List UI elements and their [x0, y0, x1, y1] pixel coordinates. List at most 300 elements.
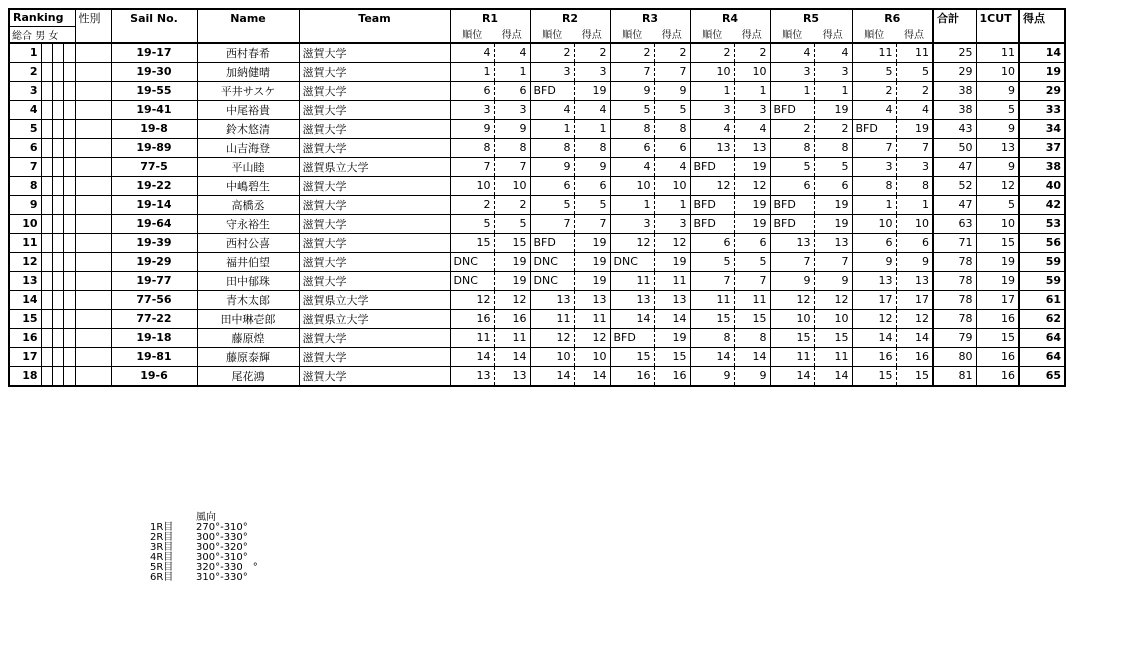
race-2-points: 19: [574, 233, 610, 252]
cut-cell: 13: [976, 138, 1019, 157]
sail-no-cell: 19-77: [111, 271, 197, 290]
sail-no-cell: 77-5: [111, 157, 197, 176]
wind-race-label: 2R目: [150, 532, 174, 543]
race-4-points: 9: [734, 366, 770, 386]
race-4-points: 2: [734, 43, 770, 63]
race-2-position: BFD: [530, 233, 574, 252]
cut-cell: 9: [976, 81, 1019, 100]
name-cell: 藤原煌: [197, 328, 299, 347]
race-5-points: 12: [814, 290, 852, 309]
r1-pts-label: 得点: [494, 26, 530, 43]
female-cell: [52, 366, 63, 386]
race-6-points: 10: [896, 214, 933, 233]
rank-cell: 5: [9, 119, 41, 138]
cut-header: 1CUT: [976, 9, 1019, 26]
rank-cell: 15: [9, 309, 41, 328]
total-cell: 78: [933, 271, 976, 290]
race-3-points: 5: [654, 100, 690, 119]
race-3-position: 4: [610, 157, 654, 176]
r5-pos-label: 順位: [770, 26, 814, 43]
wind-direction-value: 310°-330°: [196, 572, 248, 583]
race-4-points: 4: [734, 119, 770, 138]
race-1-position: 11: [450, 328, 494, 347]
sail-no-cell: 77-22: [111, 309, 197, 328]
rank-cell: 7: [9, 157, 41, 176]
total-cell: 78: [933, 290, 976, 309]
race-6-position: 8: [852, 176, 896, 195]
blank-cell: [63, 157, 75, 176]
race-1-position: 2: [450, 195, 494, 214]
name-cell: 西村公喜: [197, 233, 299, 252]
sail-no-cell: 19-81: [111, 347, 197, 366]
race-2-position: 12: [530, 328, 574, 347]
race-1-points: 4: [494, 43, 530, 63]
race-2-position: DNC: [530, 252, 574, 271]
cut-cell: 16: [976, 366, 1019, 386]
race-6-points: 8: [896, 176, 933, 195]
blank-cell: [63, 43, 75, 63]
race-3-points: 19: [654, 252, 690, 271]
score-cell: 64: [1019, 347, 1065, 366]
race-3-position: 9: [610, 81, 654, 100]
race-5-position: BFD: [770, 214, 814, 233]
team-header: Team: [299, 9, 450, 26]
rank-cell: 1: [9, 43, 41, 63]
sail-no-cell: 77-56: [111, 290, 197, 309]
race-4-position: 2: [690, 43, 734, 63]
r6-pos-label: 順位: [852, 26, 896, 43]
gender-cell: [75, 252, 111, 271]
table-row: [9, 290, 1065, 309]
race-1-points: 5: [494, 214, 530, 233]
female-cell: [52, 214, 63, 233]
race-1-position: DNC: [450, 252, 494, 271]
sail-no-cell: 19-8: [111, 119, 197, 138]
race-3-position: DNC: [610, 252, 654, 271]
total-cell: 29: [933, 62, 976, 81]
rank-cell: 14: [9, 290, 41, 309]
score-cell: 59: [1019, 271, 1065, 290]
race-2-points: 6: [574, 176, 610, 195]
male-cell: [41, 366, 52, 386]
race-5-points: 19: [814, 214, 852, 233]
female-cell: [52, 347, 63, 366]
gender-cell: [75, 195, 111, 214]
male-cell: [41, 176, 52, 195]
race-6-points: 19: [896, 119, 933, 138]
race-5-position: BFD: [770, 195, 814, 214]
rank-cell: 8: [9, 176, 41, 195]
male-header: 男: [35, 30, 46, 42]
team-cell: 滋賀大学: [299, 271, 450, 290]
cut-cell: 16: [976, 309, 1019, 328]
race-4-points: 7: [734, 271, 770, 290]
female-cell: [52, 290, 63, 309]
race-1-position: 7: [450, 157, 494, 176]
r1-pos-label: 順位: [450, 26, 494, 43]
male-cell: [41, 43, 52, 63]
total-cell: 50: [933, 138, 976, 157]
race-3-position: 12: [610, 233, 654, 252]
female-cell: [52, 119, 63, 138]
race-1-points: 11: [494, 328, 530, 347]
race-5-points: 11: [814, 347, 852, 366]
cut-cell: 17: [976, 290, 1019, 309]
cut-cell: 16: [976, 347, 1019, 366]
race-6-position: 3: [852, 157, 896, 176]
race-1-position: 14: [450, 347, 494, 366]
name-cell: 中嶋碧生: [197, 176, 299, 195]
race-4-position: 12: [690, 176, 734, 195]
race-3-position: 3: [610, 214, 654, 233]
race-3-points: 10: [654, 176, 690, 195]
race-2-points: 8: [574, 138, 610, 157]
score-cell: 40: [1019, 176, 1065, 195]
race-3-points: 19: [654, 328, 690, 347]
name-cell: 守永裕生: [197, 214, 299, 233]
cut-cell: 15: [976, 233, 1019, 252]
name-cell: 田中琳壱郎: [197, 309, 299, 328]
race-2-position: 4: [530, 100, 574, 119]
race-1-position: 9: [450, 119, 494, 138]
table-row: [9, 119, 1065, 138]
race-1-position: 6: [450, 81, 494, 100]
total-cell: 38: [933, 81, 976, 100]
table-row: [9, 309, 1065, 328]
race-6-position: 16: [852, 347, 896, 366]
table-row: [9, 347, 1065, 366]
wind-race-label: 6R目: [150, 572, 174, 583]
female-cell: [52, 62, 63, 81]
race-5-points: 10: [814, 309, 852, 328]
team-cell: 滋賀大学: [299, 328, 450, 347]
results-body: [9, 9, 1065, 386]
cut-cell: 9: [976, 157, 1019, 176]
race-3-position: 5: [610, 100, 654, 119]
race-5-position: 4: [770, 43, 814, 63]
race-4-points: 19: [734, 195, 770, 214]
race-6-position: 6: [852, 233, 896, 252]
wind-race-label: 5R目: [150, 562, 174, 573]
race-3-points: 13: [654, 290, 690, 309]
female-cell: [52, 252, 63, 271]
male-cell: [41, 290, 52, 309]
blank-cell: [63, 366, 75, 386]
total-cell: 78: [933, 309, 976, 328]
race-2-position: 10: [530, 347, 574, 366]
race-5-position: 9: [770, 271, 814, 290]
race-4-points: 3: [734, 100, 770, 119]
rank-cell: 9: [9, 195, 41, 214]
race-6-position: 13: [852, 271, 896, 290]
race-3-position: 10: [610, 176, 654, 195]
race-4-points: 15: [734, 309, 770, 328]
race-3-position: 14: [610, 309, 654, 328]
team-cell: 滋賀大学: [299, 81, 450, 100]
race-5-position: 1: [770, 81, 814, 100]
wind-direction-notes: [150, 513, 258, 583]
race-1-position: 15: [450, 233, 494, 252]
name-cell: 平山睦: [197, 157, 299, 176]
race-6-points: 4: [896, 100, 933, 119]
r4-pts-label: 得点: [734, 26, 770, 43]
team-cell: 滋賀大学: [299, 138, 450, 157]
race-2-points: 10: [574, 347, 610, 366]
race-5-points: 13: [814, 233, 852, 252]
race-2-points: 19: [574, 252, 610, 271]
female-cell: [52, 176, 63, 195]
race-2-points: 19: [574, 81, 610, 100]
female-cell: [52, 43, 63, 63]
wind-entry: [150, 573, 258, 583]
total-cell: 81: [933, 366, 976, 386]
female-cell: [52, 309, 63, 328]
race-6-points: 7: [896, 138, 933, 157]
male-cell: [41, 100, 52, 119]
male-cell: [41, 309, 52, 328]
race-2-points: 5: [574, 195, 610, 214]
race-3-points: 2: [654, 43, 690, 63]
cut-cell: 12: [976, 176, 1019, 195]
sail-no-cell: 19-39: [111, 233, 197, 252]
race-1-points: 19: [494, 252, 530, 271]
table-row: [9, 233, 1065, 252]
name-cell: 福井伯望: [197, 252, 299, 271]
race-2-points: 13: [574, 290, 610, 309]
male-cell: [41, 214, 52, 233]
race-1-points: 9: [494, 119, 530, 138]
race-3-position: 11: [610, 271, 654, 290]
race-2-points: 2: [574, 43, 610, 63]
race-3-points: 1: [654, 195, 690, 214]
gender-cell: [75, 290, 111, 309]
race-6-position: 9: [852, 252, 896, 271]
race-3-points: 8: [654, 119, 690, 138]
race-2-position: 8: [530, 138, 574, 157]
race-1-points: 1: [494, 62, 530, 81]
race-4-position: 15: [690, 309, 734, 328]
sail-no-header: Sail No.: [111, 9, 197, 26]
score-cell: 29: [1019, 81, 1065, 100]
male-cell: [41, 271, 52, 290]
r2-pts-label: 得点: [574, 26, 610, 43]
cut-cell: 9: [976, 119, 1019, 138]
rank-cell: 6: [9, 138, 41, 157]
race-4-points: 11: [734, 290, 770, 309]
blank-cell: [63, 347, 75, 366]
score-cell: 33: [1019, 100, 1065, 119]
score-cell: 56: [1019, 233, 1065, 252]
score-cell: 64: [1019, 328, 1065, 347]
race-3-position: 13: [610, 290, 654, 309]
name-cell: 中尾裕貴: [197, 100, 299, 119]
table-row: [9, 62, 1065, 81]
race-5-position: 10: [770, 309, 814, 328]
blank-cell: [63, 214, 75, 233]
race-6-position: BFD: [852, 119, 896, 138]
race-3-position: 6: [610, 138, 654, 157]
cut-cell: 5: [976, 100, 1019, 119]
overall-header: 総合: [12, 30, 32, 42]
race-5-position: 14: [770, 366, 814, 386]
gender-cell: [75, 81, 111, 100]
race-5-position: 7: [770, 252, 814, 271]
race-4-position: BFD: [690, 195, 734, 214]
race-5-position: BFD: [770, 100, 814, 119]
total-cell: 79: [933, 328, 976, 347]
score-cell: 19: [1019, 62, 1065, 81]
race-3-points: 11: [654, 271, 690, 290]
gender-cell: [75, 176, 111, 195]
race-4-points: 8: [734, 328, 770, 347]
total-header: 合計: [933, 9, 976, 26]
total-cell: 63: [933, 214, 976, 233]
name-cell: 藤原泰輝: [197, 347, 299, 366]
gender-cell: [75, 366, 111, 386]
wind-direction-value: 270°-310°: [196, 522, 248, 533]
race-2-position: 9: [530, 157, 574, 176]
total-cell: 25: [933, 43, 976, 63]
name-cell: 尾花鴻: [197, 366, 299, 386]
score-cell: 38: [1019, 157, 1065, 176]
race-5-points: 7: [814, 252, 852, 271]
table-row: [9, 138, 1065, 157]
cut-cell: 19: [976, 271, 1019, 290]
rank-cell: 12: [9, 252, 41, 271]
header-row-2: [9, 26, 1065, 43]
blank-cell: [63, 252, 75, 271]
blank-cell: [63, 119, 75, 138]
team-cell: 滋賀大学: [299, 62, 450, 81]
race-5-position: 12: [770, 290, 814, 309]
rank-cell: 18: [9, 366, 41, 386]
race-3-points: 7: [654, 62, 690, 81]
race-5-points: 6: [814, 176, 852, 195]
cut-cell: 10: [976, 214, 1019, 233]
race-3-points: 12: [654, 233, 690, 252]
race-6-position: 14: [852, 328, 896, 347]
race-1-position: 13: [450, 366, 494, 386]
total-cell: 80: [933, 347, 976, 366]
name-cell: 高橋丞: [197, 195, 299, 214]
gender-cell: [75, 138, 111, 157]
race-6-points: 13: [896, 271, 933, 290]
team-cell: 滋賀大学: [299, 100, 450, 119]
race-1-points: 6: [494, 81, 530, 100]
race-4-points: 14: [734, 347, 770, 366]
name-cell: 西村春希: [197, 43, 299, 63]
score-cell: 37: [1019, 138, 1065, 157]
results-table: [8, 8, 1066, 387]
female-header: 女: [48, 30, 59, 42]
race-6-position: 12: [852, 309, 896, 328]
race-6-points: 14: [896, 328, 933, 347]
race-2-position: 7: [530, 214, 574, 233]
cut-cell: 19: [976, 252, 1019, 271]
blank-cell: [63, 328, 75, 347]
blank-cell: [63, 62, 75, 81]
sail-no-cell: 19-18: [111, 328, 197, 347]
female-cell: [52, 195, 63, 214]
score-cell: 42: [1019, 195, 1065, 214]
team-cell: 滋賀大学: [299, 176, 450, 195]
name-header: Name: [197, 9, 299, 26]
r1-header: R1: [450, 9, 530, 26]
wind-race-label: 3R目: [150, 542, 174, 553]
gender-cell: [75, 271, 111, 290]
race-1-position: 8: [450, 138, 494, 157]
cut-cell: 11: [976, 43, 1019, 63]
score-cell: 53: [1019, 214, 1065, 233]
race-1-position: 3: [450, 100, 494, 119]
male-cell: [41, 233, 52, 252]
race-5-position: 5: [770, 157, 814, 176]
race-1-position: DNC: [450, 271, 494, 290]
race-5-points: 8: [814, 138, 852, 157]
wind-direction-value: 300°-330°: [196, 532, 248, 543]
table-row: [9, 81, 1065, 100]
team-cell: 滋賀大学: [299, 233, 450, 252]
gender-cell: [75, 119, 111, 138]
race-2-points: 12: [574, 328, 610, 347]
male-cell: [41, 62, 52, 81]
race-3-position: 2: [610, 43, 654, 63]
race-5-position: 3: [770, 62, 814, 81]
race-4-position: 3: [690, 100, 734, 119]
race-1-position: 12: [450, 290, 494, 309]
race-2-position: 13: [530, 290, 574, 309]
table-row: [9, 214, 1065, 233]
sail-no-cell: 19-89: [111, 138, 197, 157]
male-cell: [41, 252, 52, 271]
gender-header: 性別: [75, 9, 111, 26]
score-cell: 62: [1019, 309, 1065, 328]
race-5-points: 19: [814, 195, 852, 214]
race-4-points: 10: [734, 62, 770, 81]
r4-header: R4: [690, 9, 770, 26]
gender-cell: [75, 328, 111, 347]
race-4-position: 10: [690, 62, 734, 81]
race-5-points: 9: [814, 271, 852, 290]
male-cell: [41, 328, 52, 347]
race-2-points: 7: [574, 214, 610, 233]
race-6-points: 9: [896, 252, 933, 271]
team-cell: 滋賀大学: [299, 214, 450, 233]
gender-cell: [75, 157, 111, 176]
race-6-points: 16: [896, 347, 933, 366]
total-cell: 52: [933, 176, 976, 195]
race-5-points: 2: [814, 119, 852, 138]
race-2-points: 9: [574, 157, 610, 176]
race-5-points: 19: [814, 100, 852, 119]
score-cell: 65: [1019, 366, 1065, 386]
r3-pos-label: 順位: [610, 26, 654, 43]
race-2-points: 4: [574, 100, 610, 119]
cut-cell: 10: [976, 62, 1019, 81]
r4-pos-label: 順位: [690, 26, 734, 43]
rank-cell: 10: [9, 214, 41, 233]
race-2-position: 5: [530, 195, 574, 214]
r3-pts-label: 得点: [654, 26, 690, 43]
blank-cell: [63, 176, 75, 195]
gender-cell: [75, 233, 111, 252]
total-cell: 38: [933, 100, 976, 119]
race-1-position: 4: [450, 43, 494, 63]
race-3-position: 15: [610, 347, 654, 366]
race-6-points: 3: [896, 157, 933, 176]
rank-cell: 17: [9, 347, 41, 366]
race-2-position: 14: [530, 366, 574, 386]
